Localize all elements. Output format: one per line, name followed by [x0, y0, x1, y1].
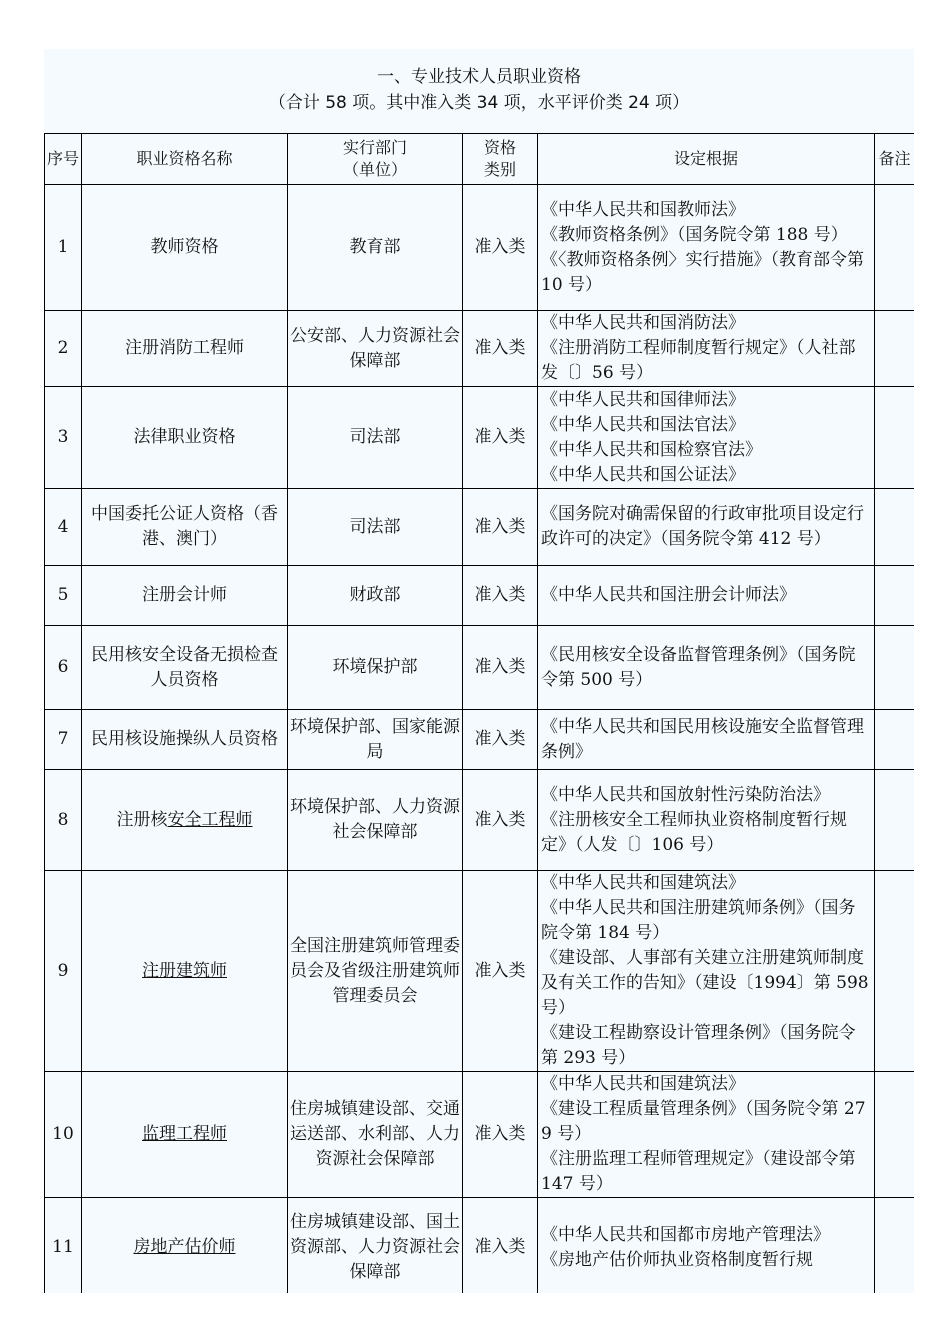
basis-line: 《建设部、人事部有关建立注册建筑师制度及有关工作的告知》（建设〔1994〕第 598 号） — [541, 948, 869, 1018]
row-basis — [538, 1072, 875, 1198]
row-no: 10 — [45, 1072, 82, 1198]
row-name — [82, 871, 288, 1072]
header-basis: 设定根据 — [538, 134, 875, 185]
row-name-link[interactable]: 房地产估价师 — [133, 1237, 236, 1257]
row-type: 准入类 — [463, 871, 538, 1072]
row-dept: 教育部 — [288, 185, 463, 311]
row-basis — [538, 710, 875, 770]
table-row — [45, 489, 915, 566]
row-dept: 环境保护部、人力资源社会保障部 — [288, 770, 463, 871]
basis-line: 《中华人民共和国法官法》 — [541, 414, 745, 435]
basis-line: 《中华人民共和国消防法》 — [541, 313, 745, 333]
basis-line: 《中华人民共和国放射性污染防治法》 — [541, 784, 830, 805]
table-row — [45, 626, 915, 710]
row-name: 中国委托公证人资格（香港、澳门） — [82, 489, 288, 566]
title-line-1: 一、专业技术人员职业资格 — [377, 67, 581, 87]
table-row — [45, 710, 915, 770]
basis-line: 《注册消防工程师制度暂行规定》（人社部发〔〕56 号） — [541, 338, 856, 383]
document-sheet — [44, 49, 914, 1293]
row-name-link[interactable]: 注册建筑师 — [142, 960, 227, 981]
row-note — [875, 387, 915, 489]
header-dept-line1: 实行部门 — [342, 138, 407, 157]
basis-line: 《中华人民共和国建筑法》 — [541, 1074, 745, 1094]
basis-line: 《中华人民共和国教师法》 — [541, 199, 745, 220]
row-dept: 司法部 — [288, 489, 463, 566]
row-basis — [538, 185, 875, 311]
basis-line: 《建设工程勘察设计管理条例》（国务院令第 293 号） — [541, 1023, 856, 1068]
row-no: 3 — [45, 387, 82, 489]
row-no: 7 — [45, 710, 82, 770]
row-name: 注册消防工程师 — [82, 311, 288, 387]
row-no: 4 — [45, 489, 82, 566]
title-line-2: （合计 58 项。其中准入类 34 项，水平评价类 24 项） — [268, 93, 690, 113]
row-note — [875, 566, 915, 626]
table-row — [45, 1198, 915, 1294]
row-type: 准入类 — [463, 1072, 538, 1198]
table-row — [45, 387, 915, 489]
row-type: 准入类 — [463, 710, 538, 770]
row-type: 准入类 — [463, 626, 538, 710]
header-type-line1: 资格 — [483, 138, 516, 157]
row-basis — [538, 566, 875, 626]
row-note — [875, 710, 915, 770]
row-basis — [538, 311, 875, 387]
row-note — [875, 311, 915, 387]
basis-line: 《注册监理工程师管理规定》（建设部令第 147 号） — [541, 1149, 856, 1194]
row-dept: 环境保护部 — [288, 626, 463, 710]
basis-line: 《中华人民共和国律师法》 — [541, 389, 745, 410]
row-name — [82, 1198, 288, 1294]
basis-line: 《中华人民共和国建筑法》 — [541, 873, 745, 893]
row-name: 民用核安全设备无损检查人员资格 — [82, 626, 288, 710]
row-basis — [538, 626, 875, 710]
basis-line: 《中华人民共和国注册会计师法》 — [541, 585, 796, 605]
row-name — [82, 1072, 288, 1198]
row-name — [82, 770, 288, 871]
basis-line: 《建设工程质量管理条例》（国务院令第 279 号） — [541, 1099, 866, 1144]
header-note: 备注 — [875, 134, 915, 185]
row-basis — [538, 770, 875, 871]
row-note — [875, 1198, 915, 1294]
row-basis — [538, 387, 875, 489]
row-dept: 财政部 — [288, 566, 463, 626]
basis-line: 《中华人民共和国注册建筑师条例》（国务院令第 184 号） — [541, 898, 856, 943]
header-type — [463, 134, 538, 185]
table-row — [45, 566, 915, 626]
row-note — [875, 185, 915, 311]
row-type: 准入类 — [463, 489, 538, 566]
row-name-link[interactable]: 监理工程师 — [142, 1124, 227, 1144]
qualification-table — [44, 133, 914, 1293]
row-name-prefix: 注册核 — [116, 809, 168, 830]
row-no: 2 — [45, 311, 82, 387]
basis-line: 《中华人民共和国公证法》 — [541, 464, 745, 485]
row-note — [875, 770, 915, 871]
row-note — [875, 626, 915, 710]
row-dept: 住房城镇建设部、国土资源部、人力资源社会保障部 — [288, 1198, 463, 1294]
row-note — [875, 489, 915, 566]
basis-line: 《教师资格条例》（国务院令第 188 号） — [541, 224, 848, 245]
table-row — [45, 311, 915, 387]
basis-line: 《房地产估价师执业资格制度暂行规 — [541, 1249, 813, 1270]
basis-line: 《中华人民共和国检察官法》 — [541, 439, 762, 460]
row-dept: 司法部 — [288, 387, 463, 489]
basis-line: 《〈教师资格条例〉实行措施》（教育部令第 10 号） — [541, 249, 864, 295]
row-type: 准入类 — [463, 311, 538, 387]
table-row — [45, 770, 915, 871]
row-no: 11 — [45, 1198, 82, 1294]
table-row — [45, 871, 915, 1072]
row-no: 6 — [45, 626, 82, 710]
row-note — [875, 1072, 915, 1198]
row-type: 准入类 — [463, 387, 538, 489]
row-dept: 住房城镇建设部、交通运送部、水利部、人力资源社会保障部 — [288, 1072, 463, 1198]
header-type-line2: 类别 — [483, 160, 516, 179]
table-row — [45, 185, 915, 311]
row-type: 准入类 — [463, 185, 538, 311]
basis-line: 《注册核安全工程师执业资格制度暂行规定》（人发〔〕106 号） — [541, 809, 847, 855]
row-no: 9 — [45, 871, 82, 1072]
row-no: 5 — [45, 566, 82, 626]
basis-line: 《国务院对确需保留的行政审批项目设定行政许可的决定》（国务院令第 412 号） — [541, 504, 864, 549]
row-dept: 公安部、人力资源社会保障部 — [288, 311, 463, 387]
row-name-link[interactable]: 安全工程师 — [167, 809, 253, 830]
row-basis — [538, 489, 875, 566]
row-name: 教师资格 — [82, 185, 288, 311]
row-name: 法律职业资格 — [82, 387, 288, 489]
header-name: 职业资格名称 — [82, 134, 288, 185]
table-row — [45, 1072, 915, 1198]
row-name: 注册会计师 — [82, 566, 288, 626]
document-title — [44, 49, 914, 133]
row-name: 民用核设施操纵人员资格 — [82, 710, 288, 770]
row-note — [875, 871, 915, 1072]
basis-line: 《民用核安全设备监督管理条例》（国务院令第 500 号） — [541, 644, 856, 690]
row-no: 8 — [45, 770, 82, 871]
row-basis — [538, 1198, 875, 1294]
header-dept — [288, 134, 463, 185]
row-type: 准入类 — [463, 1198, 538, 1294]
row-no: 1 — [45, 185, 82, 311]
row-dept: 环境保护部、国家能源局 — [288, 710, 463, 770]
header-no: 序号 — [45, 134, 82, 185]
row-dept: 全国注册建筑师管理委员会及省级注册建筑师管理委员会 — [288, 871, 463, 1072]
header-dept-line2: （单位） — [342, 160, 407, 179]
basis-line: 《中华人民共和国都市房地产管理法》 — [541, 1224, 830, 1245]
row-type: 准入类 — [463, 770, 538, 871]
row-basis — [538, 871, 875, 1072]
basis-line: 《中华人民共和国民用核设施安全监督管理条例》 — [541, 716, 864, 762]
row-type: 准入类 — [463, 566, 538, 626]
table-header-row — [45, 134, 915, 185]
